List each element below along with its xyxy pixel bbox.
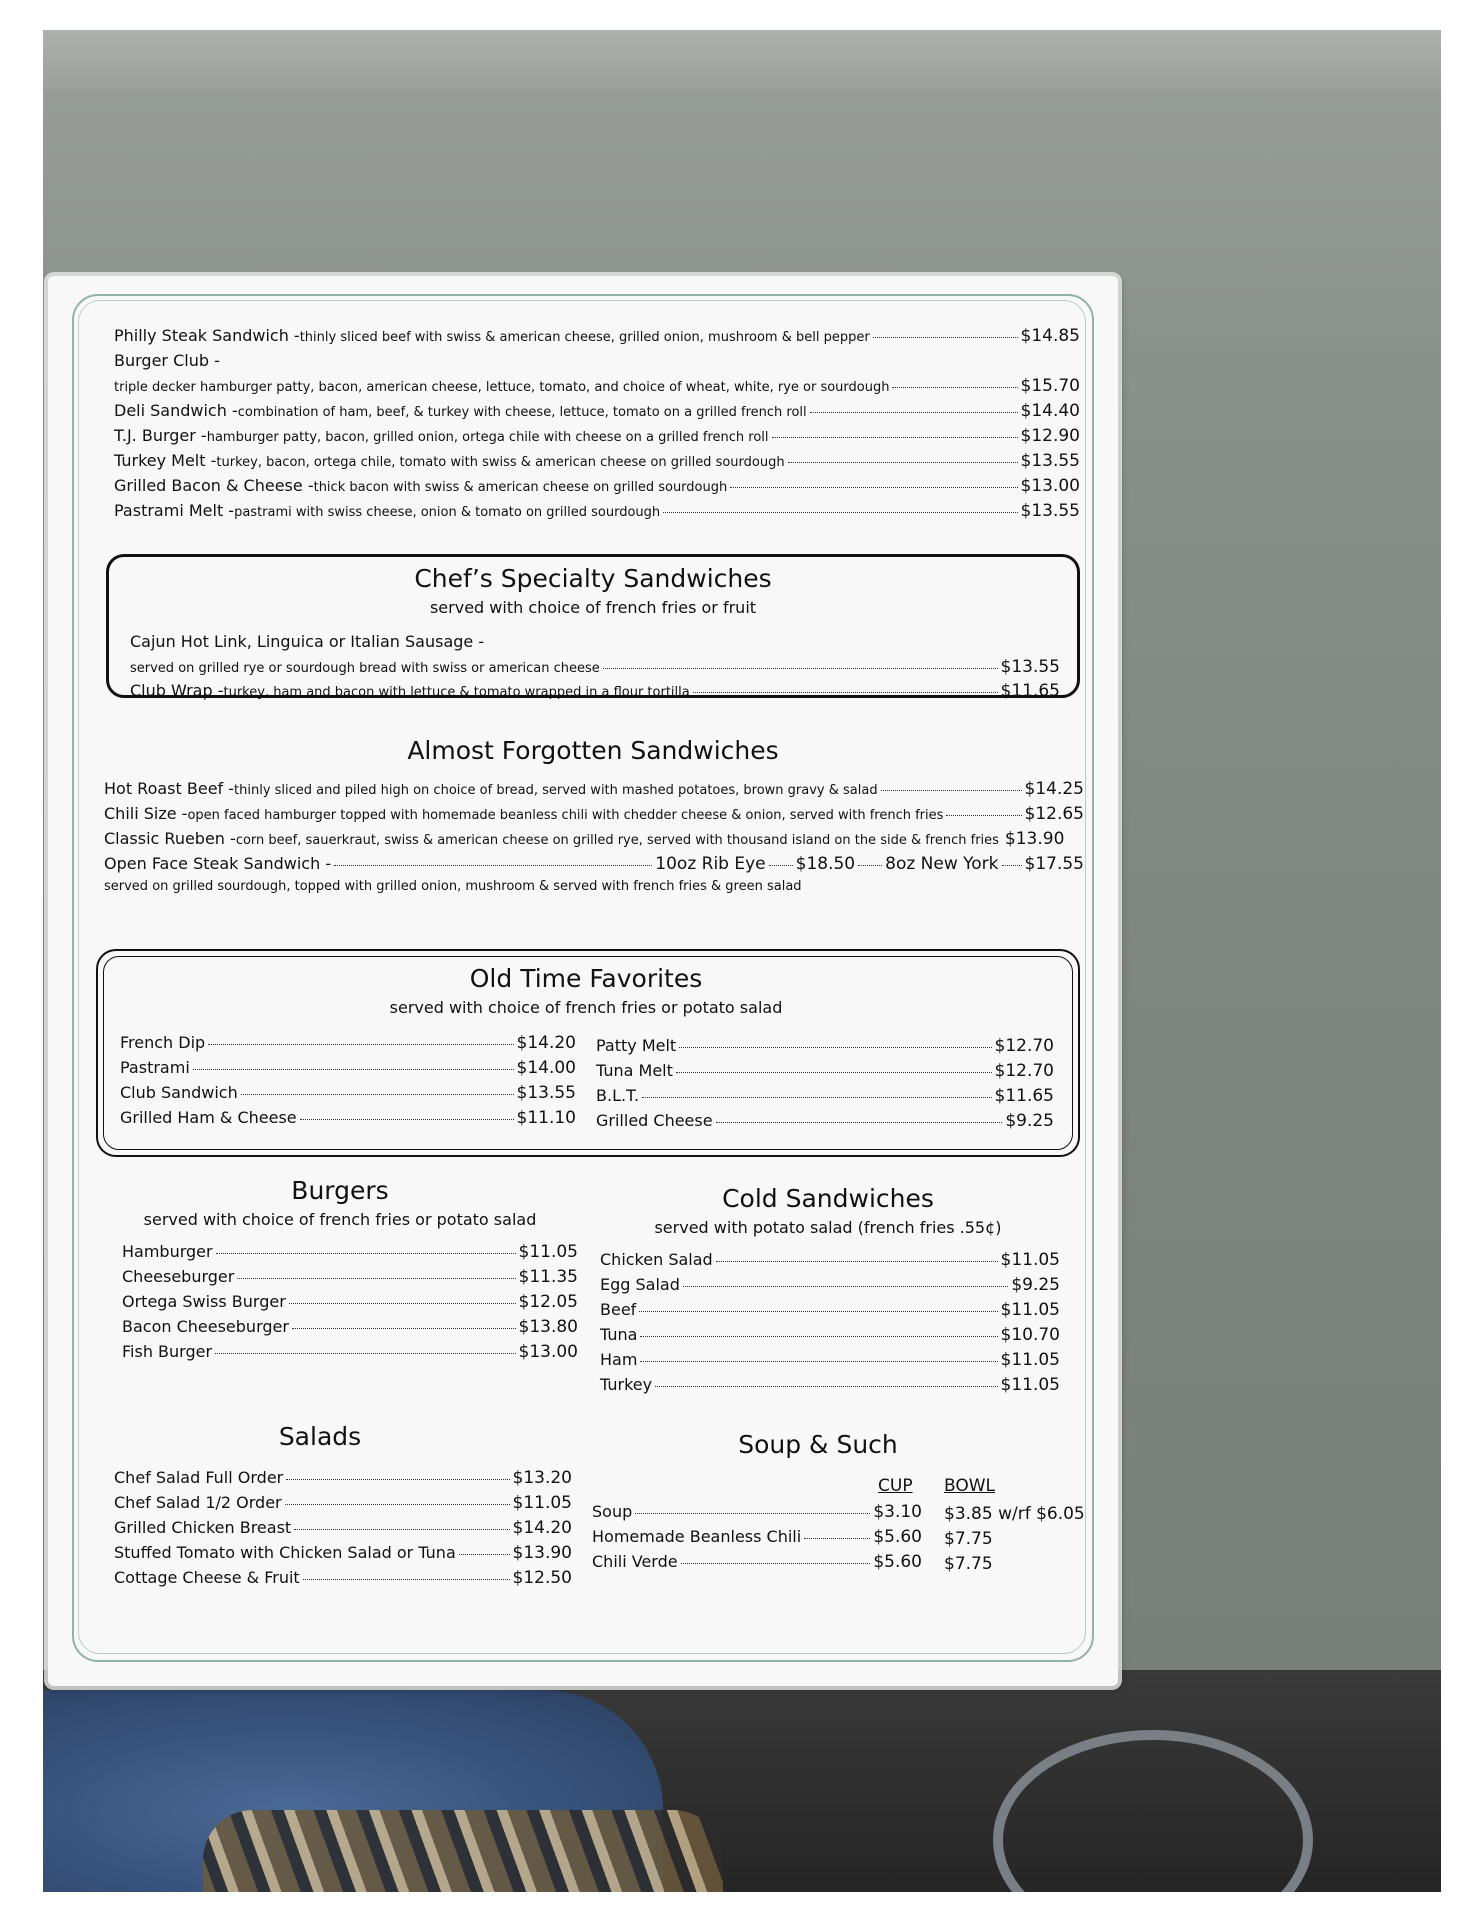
item-price: $13.90 <box>512 1543 572 1563</box>
menu-item <box>122 1317 578 1337</box>
item-price: $11.05 <box>512 1493 572 1513</box>
dot-leader <box>810 412 1018 413</box>
item-desc: turkey, ham and bacon with lettuce & tomato wrapped in a flour tortilla <box>223 685 690 700</box>
dot-leader <box>663 512 1017 513</box>
menu-item <box>120 1083 576 1103</box>
menu-item <box>592 1502 922 1522</box>
menu-item <box>114 1468 572 1488</box>
dot-leader <box>237 1278 515 1279</box>
bowl-price: $3.85 w/rf $6.05 <box>944 1504 1085 1524</box>
dot-leader <box>693 692 998 693</box>
item-name: Chicken Salad <box>600 1250 713 1269</box>
item-price: $14.85 <box>1020 326 1080 346</box>
item-price: $13.00 <box>1020 476 1080 496</box>
item-price: $11.05 <box>1000 1250 1060 1270</box>
section-title-forgotten: Almost Forgotten Sandwiches <box>407 736 779 765</box>
item-desc: served on grilled sourdough, topped with grilled onion, mushroom & served with french fries & green salad <box>104 879 802 894</box>
dot-leader <box>730 487 1017 488</box>
item-price: $14.20 <box>512 1518 572 1538</box>
item-price: $12.65 <box>1024 804 1084 824</box>
item-price: $13.55 <box>1000 657 1060 677</box>
item-name: Ham <box>600 1350 638 1369</box>
option-label: 8oz New York <box>885 854 999 874</box>
section-title-cold: Cold Sandwiches <box>722 1184 934 1213</box>
item-desc: pastrami with swiss cheese, onion & tomato on grilled sourdough <box>234 505 661 520</box>
menu-item <box>596 1036 1054 1056</box>
menu-item <box>600 1325 1060 1345</box>
dot-leader <box>285 1504 510 1505</box>
dot-leader <box>334 865 652 866</box>
menu-item <box>592 1527 922 1547</box>
menu-item <box>130 632 1060 651</box>
menu-item <box>114 501 1080 521</box>
section-subtitle-old-time: served with choice of french fries or potato salad <box>389 998 783 1017</box>
item-name: Pastrami Melt - <box>114 501 235 520</box>
menu-item <box>122 1292 578 1312</box>
dot-leader <box>804 1538 870 1539</box>
menu-item <box>596 1061 1054 1081</box>
menu-item <box>114 476 1080 496</box>
item-name: Grilled Cheese <box>596 1111 713 1130</box>
item-name: Soup <box>592 1502 633 1521</box>
item-price: $12.05 <box>518 1292 578 1312</box>
dot-leader <box>892 387 1017 388</box>
menu-item <box>120 1108 576 1128</box>
menu-item <box>114 1568 572 1588</box>
shoe <box>203 1810 723 1892</box>
option-price: $17.55 <box>1024 854 1084 874</box>
item-price: $10.70 <box>1000 1325 1060 1345</box>
item-name: Cheeseburger <box>122 1267 235 1286</box>
item-name: Open Face Steak Sandwich - <box>104 854 332 873</box>
item-name: Fish Burger <box>122 1342 213 1361</box>
item-price: $12.70 <box>994 1036 1054 1056</box>
cup-price: $5.60 <box>873 1527 922 1547</box>
section-title-chefs: Chef’s Specialty Sandwiches <box>414 564 772 593</box>
dot-leader <box>303 1579 510 1580</box>
item-price: $13.55 <box>516 1083 576 1103</box>
table-surface <box>43 30 1441 90</box>
item-name: Stuffed Tomato with Chicken Salad or Tuna <box>114 1543 456 1562</box>
item-price: $11.05 <box>1000 1350 1060 1370</box>
dot-leader <box>858 865 882 866</box>
dot-leader <box>294 1529 509 1530</box>
item-name: Tuna Melt <box>596 1061 673 1080</box>
dot-leader <box>873 337 1018 338</box>
dot-leader <box>716 1122 1003 1123</box>
menu-item <box>114 1518 572 1538</box>
menu-item <box>130 657 1060 677</box>
item-name: Deli Sandwich - <box>114 401 238 420</box>
menu-item <box>596 1111 1054 1131</box>
item-name: French Dip <box>120 1033 206 1052</box>
item-desc: combination of ham, beef, & turkey with cheese, lettuce, tomato on a grilled french roll <box>237 405 807 420</box>
section-title-old-time: Old Time Favorites <box>469 964 703 993</box>
section-title-burgers: Burgers <box>291 1176 389 1205</box>
item-price: $9.25 <box>1005 1111 1054 1131</box>
menu-item <box>114 451 1080 471</box>
menu-sheet <box>48 276 1118 1686</box>
menu-item <box>600 1275 1060 1295</box>
menu-item <box>120 1058 576 1078</box>
dot-leader <box>681 1563 871 1564</box>
cup-price: $3.10 <box>873 1502 922 1522</box>
dot-leader <box>459 1554 510 1555</box>
dot-leader <box>679 1047 991 1048</box>
dot-leader <box>772 437 1018 438</box>
item-name: Chili Verde <box>592 1552 678 1571</box>
menu-item <box>114 426 1080 446</box>
dot-leader <box>788 462 1018 463</box>
item-name: T.J. Burger - <box>114 426 207 445</box>
bowl-price: $7.75 <box>944 1554 993 1574</box>
item-name: Ortega Swiss Burger <box>122 1292 286 1311</box>
menu-item <box>122 1267 578 1287</box>
bowl-price: $7.75 <box>944 1529 993 1549</box>
menu-item <box>600 1350 1060 1370</box>
item-price: $13.55 <box>1020 451 1080 471</box>
dot-leader <box>640 1336 997 1337</box>
item-desc: thinly sliced beef with swiss & american cheese, grilled onion, mushroom & bell pepper <box>299 330 870 345</box>
item-name: Bacon Cheeseburger <box>122 1317 289 1336</box>
item-price: $13.20 <box>512 1468 572 1488</box>
item-desc: thinly sliced and piled high on choice of bread, served with mashed potatoes, brown gravy & salad <box>234 783 878 798</box>
item-name: Club Sandwich <box>120 1083 238 1102</box>
option-price: $18.50 <box>795 854 856 874</box>
menu-item <box>122 1242 578 1262</box>
dot-leader <box>193 1069 514 1070</box>
item-name: Cajun Hot Link, Linguica or Italian Sausage - <box>130 632 485 651</box>
item-price: $13.90 <box>1004 829 1065 849</box>
menu-item <box>600 1250 1060 1270</box>
section-title-salads: Salads <box>278 1422 362 1451</box>
item-name: B.L.T. <box>596 1086 640 1105</box>
item-name: Cottage Cheese & Fruit <box>114 1568 300 1587</box>
item-desc: open faced hamburger topped with homemade beanless chili with chedder cheese & onion, served with french fries <box>187 808 944 823</box>
dot-leader <box>642 1097 991 1098</box>
item-name: Egg Salad <box>600 1275 680 1294</box>
item-name: Philly Steak Sandwich - <box>114 326 300 345</box>
section-subtitle-chefs: served with choice of french fries or fruit <box>429 598 757 617</box>
item-price: $14.25 <box>1024 779 1084 799</box>
menu-item <box>596 1086 1054 1106</box>
dot-leader <box>639 1311 997 1312</box>
item-name: Pastrami <box>120 1058 190 1077</box>
dot-leader <box>683 1286 1008 1287</box>
item-price: $14.00 <box>516 1058 576 1078</box>
dot-leader <box>241 1094 514 1095</box>
dot-leader <box>716 1261 998 1262</box>
menu-item <box>120 1033 576 1053</box>
section-subtitle-cold: served with potato salad (french fries .55¢) <box>654 1218 1002 1237</box>
item-price: $11.05 <box>1000 1300 1060 1320</box>
dot-leader <box>635 1513 870 1514</box>
menu-item <box>114 1543 572 1563</box>
item-price: $11.05 <box>518 1242 578 1262</box>
item-price: $12.90 <box>1020 426 1080 446</box>
item-price: $11.65 <box>994 1086 1054 1106</box>
menu-item <box>122 1342 578 1362</box>
item-name: Beef <box>600 1300 637 1319</box>
item-name: Turkey Melt - <box>114 451 217 470</box>
item-name: Classic Rueben - <box>104 829 236 848</box>
item-desc: served on grilled rye or sourdough bread with swiss or american cheese <box>130 661 600 676</box>
item-price: $9.25 <box>1011 1275 1060 1295</box>
cup-price: $5.60 <box>873 1552 922 1572</box>
item-price: $11.65 <box>1000 681 1060 701</box>
item-name: Club Wrap - <box>130 681 224 700</box>
item-name: Hamburger <box>122 1242 213 1261</box>
item-name: Chef Salad 1/2 Order <box>114 1493 282 1512</box>
item-name: Turkey <box>600 1375 653 1394</box>
menu-item <box>114 376 1080 396</box>
item-price: $15.70 <box>1020 376 1080 396</box>
section-subtitle-burgers: served with choice of french fries or potato salad <box>143 1210 537 1229</box>
section-title-soup: Soup & Such <box>738 1430 898 1459</box>
item-price: $13.80 <box>518 1317 578 1337</box>
option-label: 10oz Rib Eye <box>655 854 766 874</box>
item-price: $13.55 <box>1020 501 1080 521</box>
menu-item <box>104 804 1084 824</box>
dot-leader <box>655 1386 997 1387</box>
item-desc: thick bacon with swiss & american cheese on grilled sourdough <box>313 480 728 495</box>
item-price: $11.10 <box>516 1108 576 1128</box>
dot-leader <box>286 1479 509 1480</box>
menu-item <box>600 1375 1060 1395</box>
menu-content <box>48 276 1118 1686</box>
dot-leader <box>300 1119 514 1120</box>
dot-leader <box>1002 865 1022 866</box>
dot-leader <box>292 1328 516 1329</box>
menu-item <box>104 829 1084 849</box>
dot-leader <box>208 1044 513 1045</box>
menu-item <box>592 1552 922 1572</box>
item-name: Burger Club - <box>114 351 220 370</box>
column-header-cup: CUP <box>878 1476 913 1496</box>
item-name: Homemade Beanless Chili <box>592 1527 802 1546</box>
dot-leader <box>216 1253 516 1254</box>
menu-item <box>114 401 1080 421</box>
item-price: $12.50 <box>512 1568 572 1588</box>
dot-leader <box>640 1361 997 1362</box>
item-price: $14.40 <box>1020 401 1080 421</box>
item-name: Patty Melt <box>596 1036 677 1055</box>
dot-leader <box>769 865 793 866</box>
menu-item <box>114 1493 572 1513</box>
dot-leader <box>946 815 1021 816</box>
menu-item-open-face <box>104 854 1084 874</box>
dot-leader <box>215 1353 515 1354</box>
item-price: $11.05 <box>1000 1375 1060 1395</box>
item-name: Grilled Ham & Cheese <box>120 1108 297 1127</box>
item-desc: corn beef, sauerkraut, swiss & american cheese on grilled rye, served with thousand island on the side & french fries <box>235 833 999 848</box>
item-price: $12.70 <box>994 1061 1054 1081</box>
item-name: Grilled Bacon & Cheese - <box>114 476 314 495</box>
menu-item <box>114 326 1080 346</box>
item-name: Tuna <box>600 1325 638 1344</box>
menu-item <box>114 351 1080 370</box>
dot-leader <box>881 790 1022 791</box>
item-desc: hamburger patty, bacon, grilled onion, ortega chile with cheese on a grilled french roll <box>206 430 769 445</box>
dot-leader <box>676 1072 992 1073</box>
item-name: Hot Roast Beef - <box>104 779 235 798</box>
menu-item <box>600 1300 1060 1320</box>
item-price: $13.00 <box>518 1342 578 1362</box>
dot-leader <box>603 668 998 669</box>
item-desc: turkey, bacon, ortega chile, tomato with swiss & american cheese on grilled sourdough <box>216 455 785 470</box>
item-price: $14.20 <box>516 1033 576 1053</box>
item-name: Grilled Chicken Breast <box>114 1518 292 1537</box>
menu-item <box>104 779 1084 799</box>
item-name: Chili Size - <box>104 804 188 823</box>
dot-leader <box>289 1303 516 1304</box>
item-name: Chef Salad Full Order <box>114 1468 284 1487</box>
item-desc: triple decker hamburger patty, bacon, american cheese, lettuce, tomato, and choice of wheat, white, rye or sourdough <box>114 380 890 395</box>
item-price: $11.35 <box>518 1267 578 1287</box>
menu-item <box>130 681 1060 701</box>
column-header-bowl: BOWL <box>944 1476 996 1496</box>
